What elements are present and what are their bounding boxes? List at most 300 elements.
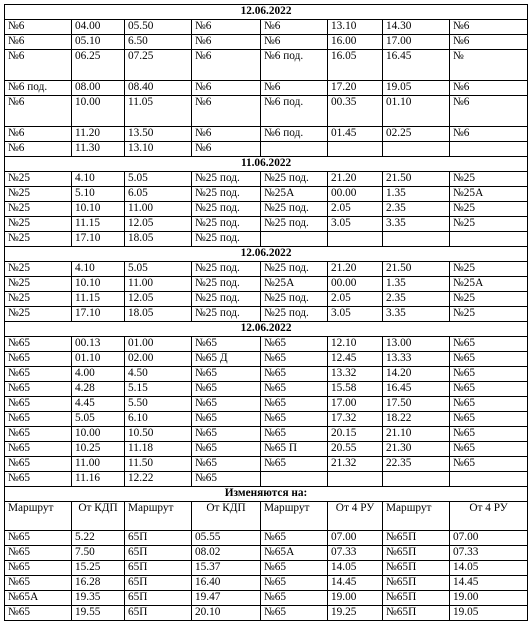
table-cell: 05.10 <box>72 35 125 50</box>
table-cell: 07.33 <box>328 546 383 561</box>
table-cell: 12.22 <box>125 472 192 487</box>
table-cell: №65 <box>192 367 261 382</box>
table-cell: №6 <box>450 81 528 96</box>
table-cell <box>328 472 383 487</box>
table-cell: №6 <box>192 35 261 50</box>
table-cell: 11.18 <box>125 442 192 457</box>
table-cell: №65 <box>261 561 328 576</box>
table-cell: 18.05 <box>125 232 192 247</box>
table-cell: 1.35 <box>383 277 450 292</box>
table-cell: №65 <box>450 442 528 457</box>
table-cell: 16.40 <box>192 576 261 591</box>
date-header-label: 11.06.2022 <box>5 157 528 172</box>
table-cell: №25 под. <box>192 202 261 217</box>
table-cell: 11.15 <box>72 217 125 232</box>
column-header: Маршрут <box>383 502 450 531</box>
table-cell: №25 <box>5 217 72 232</box>
table-cell: 65П <box>125 591 192 606</box>
column-header: Маршрут <box>125 502 192 531</box>
table-cell: 17.32 <box>328 412 383 427</box>
table-cell: 20.10 <box>192 606 261 621</box>
table-cell: 21.50 <box>383 262 450 277</box>
table-cell: 14.05 <box>450 561 528 576</box>
table-cell: 12.45 <box>328 352 383 367</box>
table-cell: №25 <box>5 232 72 247</box>
table-cell: №65 <box>5 427 72 442</box>
table-cell: №65 <box>192 382 261 397</box>
table-cell: №6 <box>5 50 72 81</box>
table-cell: 21.32 <box>328 457 383 472</box>
table-cell: 17.10 <box>72 232 125 247</box>
table-cell: №65 <box>5 472 72 487</box>
table-row <box>5 307 528 322</box>
column-header: От КДП <box>192 502 261 531</box>
table-cell: №65 <box>5 397 72 412</box>
table-row <box>5 20 528 35</box>
table-cell: 4.50 <box>125 367 192 382</box>
table-cell <box>383 142 450 157</box>
table-cell: 21.20 <box>328 262 383 277</box>
schedule-table <box>4 4 528 621</box>
table-cell: №65 <box>192 412 261 427</box>
table-cell: 5.05 <box>125 262 192 277</box>
table-cell: 15.25 <box>72 561 125 576</box>
table-cell: 07.25 <box>125 50 192 81</box>
table-cell: №6 <box>192 50 261 81</box>
table-cell: 19.25 <box>328 606 383 621</box>
table-cell: №65 <box>261 382 328 397</box>
table-cell: 21.30 <box>383 442 450 457</box>
table-cell: №6 <box>450 35 528 50</box>
table-cell: 07.00 <box>450 531 528 546</box>
table-cell: 00.13 <box>72 337 125 352</box>
table-cell: №25 под. <box>261 217 328 232</box>
table-cell: 17.10 <box>72 307 125 322</box>
table-cell: №65А <box>261 546 328 561</box>
table-cell: №65 <box>192 397 261 412</box>
table-cell: №25 под. <box>192 277 261 292</box>
table-cell: 16.45 <box>383 50 450 81</box>
table-cell: №25 <box>450 172 528 187</box>
table-cell: №65 <box>5 352 72 367</box>
table-cell: 5.10 <box>72 187 125 202</box>
table-cell: №6 <box>450 127 528 142</box>
column-header: От КДП <box>72 502 125 531</box>
table-cell: 65П <box>125 546 192 561</box>
table-row <box>5 232 528 247</box>
table-cell: 3.05 <box>328 307 383 322</box>
table-row <box>5 81 528 96</box>
table-cell: №65П <box>383 576 450 591</box>
table-cell: 08.40 <box>125 81 192 96</box>
table-row <box>5 427 528 442</box>
table-row <box>5 187 528 202</box>
table-cell: 21.50 <box>383 172 450 187</box>
table-cell: 4.10 <box>72 172 125 187</box>
table-cell: №65 <box>261 427 328 442</box>
table-cell: 19.55 <box>72 606 125 621</box>
table-row <box>5 561 528 576</box>
table-cell: 01.10 <box>383 96 450 127</box>
table-cell: 10.00 <box>72 427 125 442</box>
table-cell: №65 <box>450 337 528 352</box>
table-cell: 17.50 <box>383 397 450 412</box>
table-cell: №25 под. <box>192 262 261 277</box>
table-cell: 01.00 <box>125 337 192 352</box>
table-cell: 19.00 <box>450 591 528 606</box>
table-cell: 4.00 <box>72 367 125 382</box>
table-row <box>5 442 528 457</box>
table-cell: №25 под. <box>192 232 261 247</box>
table-cell: 10.10 <box>72 202 125 217</box>
table-cell <box>261 472 328 487</box>
table-cell: 10.10 <box>72 277 125 292</box>
table-cell: №65 <box>5 546 72 561</box>
table-cell: 12.05 <box>125 217 192 232</box>
table-cell: 11.00 <box>125 202 192 217</box>
table-cell: №65 <box>192 442 261 457</box>
table-cell: №65П <box>383 591 450 606</box>
table-cell: 20.15 <box>328 427 383 442</box>
table-cell: №25А <box>450 187 528 202</box>
table-cell: №25 <box>450 292 528 307</box>
table-cell: №25 <box>5 172 72 187</box>
table-cell: 6.50 <box>125 35 192 50</box>
table-cell: 2.35 <box>383 292 450 307</box>
table-cell: №6 <box>5 127 72 142</box>
table-cell: 65П <box>125 531 192 546</box>
table-row <box>5 277 528 292</box>
date-header-label: 12.06.2022 <box>5 5 528 20</box>
table-cell: №65 <box>450 367 528 382</box>
table-cell: 02.25 <box>383 127 450 142</box>
table-cell: №65 <box>261 531 328 546</box>
table-row <box>5 397 528 412</box>
table-cell: №25 под. <box>192 292 261 307</box>
table-cell <box>383 472 450 487</box>
table-cell: №6 <box>261 81 328 96</box>
table-cell: 5.22 <box>72 531 125 546</box>
table-cell: 10.50 <box>125 427 192 442</box>
table-row <box>5 142 528 157</box>
table-cell: 13.33 <box>383 352 450 367</box>
table-cell: №65А <box>5 591 72 606</box>
table-row <box>5 382 528 397</box>
table-cell: 11.05 <box>125 96 192 127</box>
table-cell: 17.00 <box>383 35 450 50</box>
table-cell: 11.16 <box>72 472 125 487</box>
table-row <box>5 591 528 606</box>
table-cell: 4.28 <box>72 382 125 397</box>
table-cell: 05.55 <box>192 531 261 546</box>
table-cell: №65 <box>261 352 328 367</box>
table-cell: № <box>450 50 528 81</box>
table-cell: 16.45 <box>383 382 450 397</box>
table-cell: №65П <box>383 606 450 621</box>
table-cell: №65 <box>450 457 528 472</box>
table-cell: №65 <box>261 457 328 472</box>
table-cell: №25 <box>450 307 528 322</box>
table-cell: 16.28 <box>72 576 125 591</box>
table-cell: 7.50 <box>72 546 125 561</box>
table-cell: 19.47 <box>192 591 261 606</box>
table-cell: №25 <box>5 307 72 322</box>
table-cell: 08.00 <box>72 81 125 96</box>
date-header <box>5 322 528 337</box>
table-cell: 4.45 <box>72 397 125 412</box>
table-cell: 1.35 <box>383 187 450 202</box>
table-cell: 19.35 <box>72 591 125 606</box>
table-cell <box>450 472 528 487</box>
table-cell: 11.00 <box>72 457 125 472</box>
table-cell: 15.58 <box>328 382 383 397</box>
schedule-body <box>5 5 528 621</box>
changes-column-headers <box>5 502 528 531</box>
table-row <box>5 96 528 127</box>
table-row <box>5 50 528 81</box>
table-cell: 13.10 <box>328 20 383 35</box>
table-cell <box>328 232 383 247</box>
table-cell: №65 <box>450 427 528 442</box>
date-header <box>5 5 528 20</box>
table-cell: №65 <box>5 412 72 427</box>
column-header: От 4 РУ <box>450 502 528 531</box>
table-cell: №25 <box>450 262 528 277</box>
table-cell: 00.00 <box>328 187 383 202</box>
table-cell: №25 <box>5 262 72 277</box>
table-cell: 5.15 <box>125 382 192 397</box>
table-cell: 14.20 <box>383 367 450 382</box>
table-cell: 17.20 <box>328 81 383 96</box>
table-cell: №65 <box>450 412 528 427</box>
table-row <box>5 202 528 217</box>
table-cell: №65 <box>261 337 328 352</box>
table-cell: 11.15 <box>72 292 125 307</box>
table-cell: №6 <box>192 127 261 142</box>
table-cell: №6 <box>192 142 261 157</box>
table-row <box>5 457 528 472</box>
table-cell: 3.35 <box>383 307 450 322</box>
table-cell <box>328 142 383 157</box>
table-cell: №65П <box>383 546 450 561</box>
table-cell: №25А <box>261 187 328 202</box>
table-cell: 10.25 <box>72 442 125 457</box>
table-cell: №25 <box>450 202 528 217</box>
table-cell: 5.50 <box>125 397 192 412</box>
table-cell: №25 под. <box>192 187 261 202</box>
table-cell: 6.05 <box>125 187 192 202</box>
table-cell: №6 <box>5 20 72 35</box>
table-cell: №25 под. <box>261 262 328 277</box>
table-cell: №6 под. <box>261 50 328 81</box>
table-cell: 16.00 <box>328 35 383 50</box>
table-cell: 12.10 <box>328 337 383 352</box>
table-cell: 65П <box>125 561 192 576</box>
table-cell: №65 <box>192 472 261 487</box>
table-cell: 13.00 <box>383 337 450 352</box>
table-cell: 14.05 <box>328 561 383 576</box>
table-cell: №25 под. <box>192 307 261 322</box>
table-cell: №65П <box>383 531 450 546</box>
table-row <box>5 546 528 561</box>
table-cell: 2.05 <box>328 292 383 307</box>
date-header <box>5 157 528 172</box>
table-cell: №65П <box>383 561 450 576</box>
table-row <box>5 217 528 232</box>
date-header-label: 12.06.2022 <box>5 247 528 262</box>
table-cell <box>383 232 450 247</box>
table-cell: №25 <box>5 202 72 217</box>
table-cell: №65 <box>5 576 72 591</box>
table-cell: №6 <box>5 142 72 157</box>
table-cell: 15.37 <box>192 561 261 576</box>
table-cell: 3.05 <box>328 217 383 232</box>
table-cell: №65 <box>5 337 72 352</box>
table-cell: №25 <box>450 217 528 232</box>
table-cell: 07.33 <box>450 546 528 561</box>
table-row <box>5 127 528 142</box>
table-cell: №6 <box>450 20 528 35</box>
table-cell: №25 под. <box>261 307 328 322</box>
table-cell: 5.05 <box>125 172 192 187</box>
table-row <box>5 172 528 187</box>
table-cell: 12.05 <box>125 292 192 307</box>
table-cell: 3.35 <box>383 217 450 232</box>
table-cell: 06.25 <box>72 50 125 81</box>
table-cell: №65 <box>450 352 528 367</box>
table-cell: №25 под. <box>192 172 261 187</box>
table-cell: №6 <box>261 20 328 35</box>
table-cell: №25 <box>5 187 72 202</box>
table-row <box>5 292 528 307</box>
table-row <box>5 367 528 382</box>
table-cell: 19.00 <box>328 591 383 606</box>
table-cell: 16.05 <box>328 50 383 81</box>
table-cell: 4.10 <box>72 262 125 277</box>
table-cell: №6 <box>192 81 261 96</box>
table-cell: 65П <box>125 606 192 621</box>
table-row <box>5 337 528 352</box>
table-cell: 08.02 <box>192 546 261 561</box>
table-row <box>5 35 528 50</box>
table-cell: 13.32 <box>328 367 383 382</box>
table-cell: №6 под. <box>261 96 328 127</box>
table-cell: №25 под. <box>261 172 328 187</box>
table-cell: 2.05 <box>328 202 383 217</box>
table-cell: №65 <box>450 397 528 412</box>
table-cell: 00.35 <box>328 96 383 127</box>
table-cell: №65 <box>261 397 328 412</box>
table-cell: №25 под. <box>192 217 261 232</box>
column-header: От 4 РУ <box>328 502 383 531</box>
column-header: Маршрут <box>5 502 72 531</box>
table-cell: 10.00 <box>72 96 125 127</box>
table-row <box>5 262 528 277</box>
table-row <box>5 531 528 546</box>
table-cell: №6 под. <box>5 81 72 96</box>
table-cell: №65 <box>5 367 72 382</box>
table-cell: №65 <box>261 367 328 382</box>
table-row <box>5 606 528 621</box>
table-cell: №6 <box>261 35 328 50</box>
table-cell: №65 <box>5 457 72 472</box>
table-row <box>5 472 528 487</box>
table-cell: 14.45 <box>450 576 528 591</box>
table-cell <box>261 232 328 247</box>
table-row <box>5 352 528 367</box>
table-cell: №65 <box>261 412 328 427</box>
table-cell: 13.10 <box>125 142 192 157</box>
table-cell: №25 <box>5 292 72 307</box>
table-cell: 17.00 <box>328 397 383 412</box>
table-cell: №6 <box>5 35 72 50</box>
table-cell: №6 <box>450 96 528 127</box>
table-cell: 20.55 <box>328 442 383 457</box>
column-header: Маршрут <box>261 502 328 531</box>
table-cell: 6.10 <box>125 412 192 427</box>
table-cell: №65 <box>261 606 328 621</box>
table-cell: 05.50 <box>125 20 192 35</box>
changes-title-label: Изменяются на: <box>5 487 528 502</box>
table-cell: 21.10 <box>383 427 450 442</box>
table-cell: №65 <box>5 382 72 397</box>
table-cell: 22.35 <box>383 457 450 472</box>
table-cell: 04.00 <box>72 20 125 35</box>
table-cell: №65 <box>192 427 261 442</box>
table-cell: №65 <box>5 561 72 576</box>
table-cell: №65 Д <box>192 352 261 367</box>
table-cell: №65 <box>5 442 72 457</box>
table-cell: 11.20 <box>72 127 125 142</box>
table-cell: №6 под. <box>261 127 328 142</box>
table-cell: №65 <box>192 457 261 472</box>
table-cell: №6 <box>192 20 261 35</box>
table-cell: №25 <box>5 277 72 292</box>
table-cell: №65 <box>261 591 328 606</box>
table-cell: №6 <box>192 96 261 127</box>
table-cell: 07.00 <box>328 531 383 546</box>
table-cell <box>450 142 528 157</box>
table-cell <box>261 142 328 157</box>
table-cell: 13.50 <box>125 127 192 142</box>
table-cell: 19.05 <box>450 606 528 621</box>
table-cell: 11.30 <box>72 142 125 157</box>
table-cell: 00.00 <box>328 277 383 292</box>
table-cell: №65 <box>261 576 328 591</box>
table-cell: №65 <box>450 382 528 397</box>
table-cell: №65 <box>192 337 261 352</box>
table-cell: 18.22 <box>383 412 450 427</box>
table-cell: 11.00 <box>125 277 192 292</box>
table-cell: №25А <box>261 277 328 292</box>
table-cell <box>450 232 528 247</box>
table-cell: №65 П <box>261 442 328 457</box>
table-cell: 02.00 <box>125 352 192 367</box>
table-row <box>5 576 528 591</box>
table-cell: №25А <box>450 277 528 292</box>
table-cell: 5.05 <box>72 412 125 427</box>
table-cell: №25 под. <box>261 202 328 217</box>
date-header <box>5 247 528 262</box>
date-header-label: 12.06.2022 <box>5 322 528 337</box>
table-cell: №65 <box>5 531 72 546</box>
table-cell: 01.10 <box>72 352 125 367</box>
table-row <box>5 412 528 427</box>
table-cell: 19.05 <box>383 81 450 96</box>
table-cell: №65 <box>5 606 72 621</box>
table-cell: 14.30 <box>383 20 450 35</box>
table-cell: 14.45 <box>328 576 383 591</box>
